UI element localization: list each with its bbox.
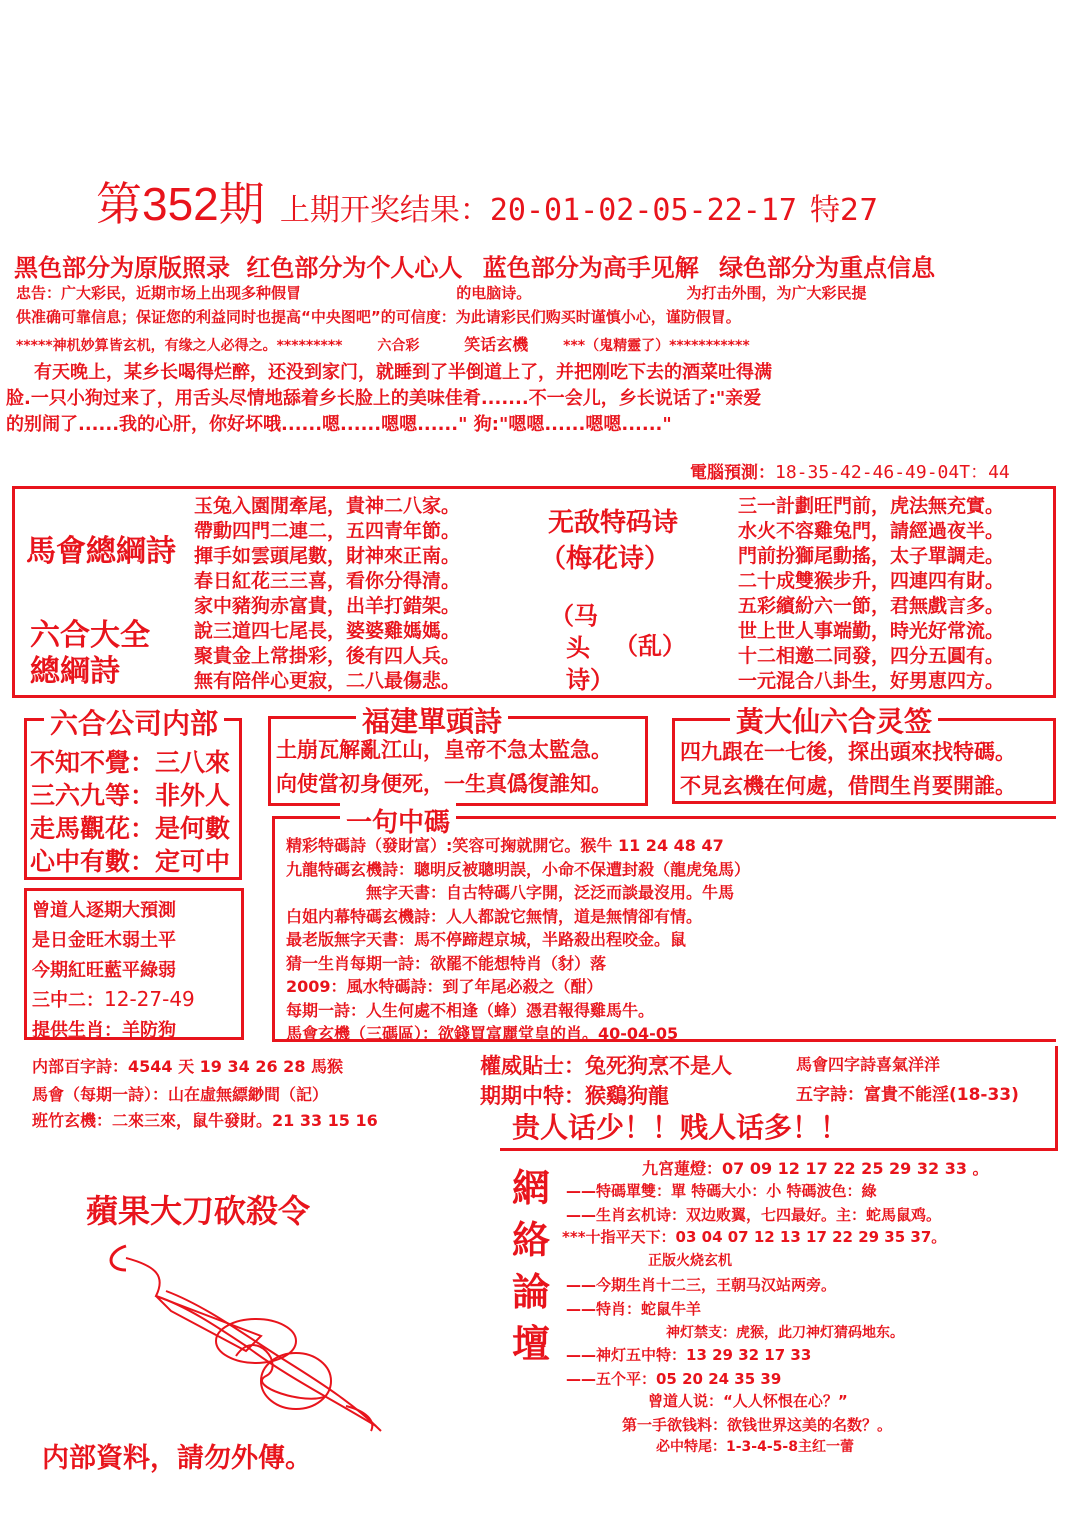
company-line: 心中有數：定可中 [30, 847, 231, 876]
color-legend [14, 248, 935, 283]
sword-icon [96, 1236, 396, 1436]
bottom-slogan: 贵人话少！！贱人话多！！ [512, 1111, 849, 1144]
forum-vertical-title [512, 1162, 556, 1370]
bottom-right-line-1: 馬會四字詩喜氣洋洋 [796, 1055, 941, 1074]
zeng-zodiac-label: 提供生肖： [32, 1020, 122, 1041]
poem-right-line: 一元混合八卦生，好男恵四方。 [738, 670, 1005, 692]
one-phrase-list [286, 834, 750, 1046]
one-phrase-line: 九龍特碼玄機詩：聰明反被聰明誤，小命不保遭封殺（龍虎兔馬） [286, 859, 751, 879]
story-line-1: 有天晚上，某乡长喝得烂醉，还没到家门，就睡到了半倒道上了，并把刚吃下去的酒菜吐得满 [34, 362, 772, 383]
one-phrase-line: 馬會玄機（三碼區）：欲錢買富麗堂皇的肖。40-04-05 [286, 1024, 679, 1043]
poem-left-line: 春日紅花三三喜，看你分得清。 [194, 570, 461, 592]
issue-number: 第352期 [96, 178, 265, 230]
last-result-label: 上期开奖结果： [279, 193, 490, 228]
legend-black: 黑色部分为原版照录 [14, 254, 230, 282]
forum-vertical-char: 論 [512, 1269, 551, 1314]
poem-left-line: 帶動四門二連二，五四青年節。 [194, 520, 461, 542]
notice-3b: 六合彩 [377, 338, 420, 354]
poem-left-line: 玉兔入園閒牽尾，貴神二八家。 [194, 495, 461, 517]
company-title: 六合公司内部 [44, 702, 224, 742]
apple-footer: 内部資料，請勿外傳。 [42, 1443, 312, 1474]
huang-line-1: 四九跟在一七後，探出頭來找特碼。 [680, 740, 1016, 764]
forum-line: 第一手欲钱料：欲钱世界这美的名数？。 [622, 1416, 893, 1434]
last-result-numbers: 20-01-02-05-22-17 [489, 193, 797, 228]
forum-line: 正版火烧玄机 [648, 1253, 732, 1269]
forum-line: 必中特尾：1-3-4-5-8主红一蕾 [656, 1439, 854, 1455]
poem-title-liuhe-a: 六合大全 [30, 618, 150, 653]
poem-right-line: 世上世人事端勤，時光好常流。 [738, 620, 1005, 642]
bottom-right-line-2: 五字詩：富貴不能淫(18-33) [796, 1085, 1019, 1105]
poem-right-line: 門前扮獅尾動搖，太子單調走。 [738, 545, 1005, 567]
notice-line-2: 供准确可靠信息；保证您的利益同时也提高“中央图吧”的可信度：为此请彩民们购买时谨慎小心，谨防假冒。 [16, 308, 741, 326]
forum-vertical-char: 絡 [512, 1217, 551, 1262]
notice-line-3 [16, 332, 750, 355]
forum-vertical-char: 網 [512, 1165, 551, 1210]
story-line-2: 脸.一只小狗过来了，用舌头尽情地舔着乡长脸上的美味佳肴.......不一会儿，乡长说话了:"亲爱 [6, 388, 762, 409]
poem-title-mahui: 馬會總綱詩 [26, 534, 176, 569]
fujian-line-1: 土崩瓦解亂江山，皇帝不急太監急。 [276, 738, 612, 762]
poem-left-line: 家中豬狗赤富貴，出羊打錯架。 [194, 595, 461, 617]
forum-line: ——神灯五中特：13 29 32 17 33 [566, 1346, 812, 1364]
forum-line: ——特碼單雙：單 特碼大小：小 特碼波色：綠 [566, 1182, 877, 1200]
one-phrase-line: 無字天書：自古特碼八字開，泛泛而談最沒用。牛馬 [366, 883, 735, 902]
forum-line: 神灯禁支：虎猴，此刀神灯猜码地东。 [666, 1325, 904, 1341]
one-phrase-line: 每期一詩：人生何處不相逢（蜂）憑君報得雞馬牛。 [286, 1000, 655, 1020]
forecast-label: 電腦預測： [690, 463, 775, 483]
notice-1c: 为打击外围，为广大彩民提 [686, 284, 867, 302]
bottom-info-underline [500, 1148, 1058, 1151]
one-phrase-line: 白姐内幕特碼玄機詩：人人都說它無情，道是無情卻有情。 [286, 906, 703, 926]
zeng-line: 今期紅旺藍平綠弱 [32, 960, 176, 981]
notice-1a: 忠告：广大彩民，近期市场上出现多种假冒 [16, 284, 302, 302]
forum-line: ***十指平天下：03 04 07 12 13 17 22 29 35 37。 [562, 1228, 947, 1246]
zeng-title: 曾道人逐期大預測 [32, 900, 176, 921]
mid-note-c: （乱） [614, 632, 686, 660]
bottom-left-line-1: 内部百字詩：4544 天 19 34 26 28 馬猴 [32, 1057, 344, 1076]
bottom-left-line-3: 班竹玄機：二來三來，鼠牛發財。21 33 15 16 [32, 1111, 378, 1130]
redaction-patch [824, 946, 1056, 1002]
poem-left-list [194, 494, 460, 694]
zeng-three-label: 三中二： [32, 990, 104, 1011]
poem-left-line: 說三道四七尾長，婆婆雞媽媽。 [194, 620, 461, 642]
mid-title-2: （梅花诗） [540, 544, 671, 574]
story-line-3: 的别闹了......我的心肝，你好坏哦......嗯......嗯嗯......" 狗:"嗯嗯......嗯嗯......" [6, 414, 672, 435]
fujian-line-2: 向使當初身便死，一生真僞復誰知。 [276, 772, 612, 796]
poem-right-list [738, 494, 1004, 694]
company-line: 三六九等：非外人 [30, 781, 231, 810]
zeng-three [32, 986, 195, 1012]
forum-line: ——今期生肖十二三，王朝马汉站两旁。 [566, 1276, 837, 1294]
zeng-three-value: 12-27-49 [104, 987, 195, 1011]
bottom-mid-line-2: 期期中特：猴鷄狗龍 [480, 1084, 669, 1108]
one-phrase-line: 2009：風水特碼詩：到了年尾必殺之（酣） [286, 977, 603, 996]
forum-line: ——特肖：蛇鼠牛羊 [566, 1300, 702, 1318]
header [96, 168, 878, 234]
huang-line-2: 不見玄機在何處，借問生肖要開誰。 [680, 774, 1016, 798]
forum-vertical-char: 壇 [512, 1321, 551, 1366]
forum-line: 曾道人说：“人人怀恨在心？” [648, 1392, 848, 1410]
poem-right-line: 五彩繽紛六一節，君無戲言多。 [738, 595, 1005, 617]
one-phrase-line: 猜一生肖每期一詩：欲罷不能想特肖（豺）落 [286, 953, 607, 973]
one-phrase-line: 最老版無字天書：馬不停蹄趕京城，半路殺出程咬金。鼠 [286, 930, 687, 949]
fujian-title: 福建單頭詩 [356, 700, 508, 740]
notice-3a: *****神机妙算皆玄机，有缘之人必得之。********* [16, 338, 343, 354]
notice-1b: 的电脑诗。 [456, 284, 532, 302]
computer-forecast [690, 458, 1010, 484]
forum-line: ——生肖玄机诗：双边败翼，七四最好。主：蛇馬鼠鸡。 [566, 1206, 942, 1224]
mid-note-d: 诗） [566, 666, 614, 694]
notice-3c: 笑话玄機 [464, 335, 529, 354]
zeng-line: 是日金旺木弱土平 [32, 930, 176, 951]
last-special: 特27 [809, 193, 879, 228]
mid-note-a: （马 [550, 602, 598, 630]
huang-title: 黃大仙六合灵签 [730, 700, 938, 740]
apple-title: 蘋果大刀砍殺令 [86, 1192, 311, 1230]
legend-blue: 蓝色部分为高手见解 [482, 254, 699, 282]
notice-line-1 [16, 282, 867, 303]
forum-line: ——五个平：05 20 24 35 39 [566, 1370, 782, 1388]
one-phrase-line: 精彩特碼詩（發財富）:笑容可掬就開它。猴牛 11 24 48 47 [286, 836, 724, 855]
bottom-left-line-2: 馬會（每期一詩）：山在虛無縹緲間（記） [32, 1085, 329, 1104]
mid-title-1: 无敌特码诗 [548, 508, 679, 538]
company-line: 不知不覺：三八來 [30, 748, 231, 777]
forum-line: 九宮蓮燈：07 09 12 17 22 25 29 32 33 。 [642, 1159, 989, 1178]
poem-left-line: 聚貴金上常掛彩，後有四人兵。 [194, 645, 461, 667]
zeng-zodiac-value: 羊防狗 [122, 1020, 176, 1041]
poem-right-line: 十二相邀二同發，四分五圓有。 [738, 645, 1005, 667]
poem-left-line: 無有陪伴心更寂，二八最傷悲。 [194, 670, 461, 692]
company-line: 走馬觀花：是何數 [30, 814, 231, 843]
poem-right-line: 水火不容雞兔門，請經過夜半。 [738, 520, 1005, 542]
poem-left-line: 揮手如雲頭尾數，財神來正南。 [194, 545, 461, 567]
legend-green: 绿色部分为重点信息 [719, 254, 936, 282]
poem-right-line: 三一計劃旺門前，虎法無充實。 [738, 495, 1005, 517]
notice-3d: ***（鬼精靈了）*********** [563, 338, 750, 354]
company-list [30, 746, 230, 878]
mid-note-b: 头 [566, 634, 590, 662]
bottom-mid-line-1: 權威貼士：兔死狗烹不是人 [480, 1054, 732, 1078]
legend-red: 红色部分为个人心人 [246, 254, 463, 282]
one-phrase-title: 一句中碼 [340, 802, 456, 839]
poem-title-liuhe-b: 總綱詩 [30, 654, 120, 689]
poem-right-line: 二十成雙猴步升，四連四有財。 [738, 570, 1005, 592]
zeng-zodiac [32, 1016, 176, 1042]
forecast-value: 18-35-42-46-49-04T：44 [775, 462, 1010, 483]
